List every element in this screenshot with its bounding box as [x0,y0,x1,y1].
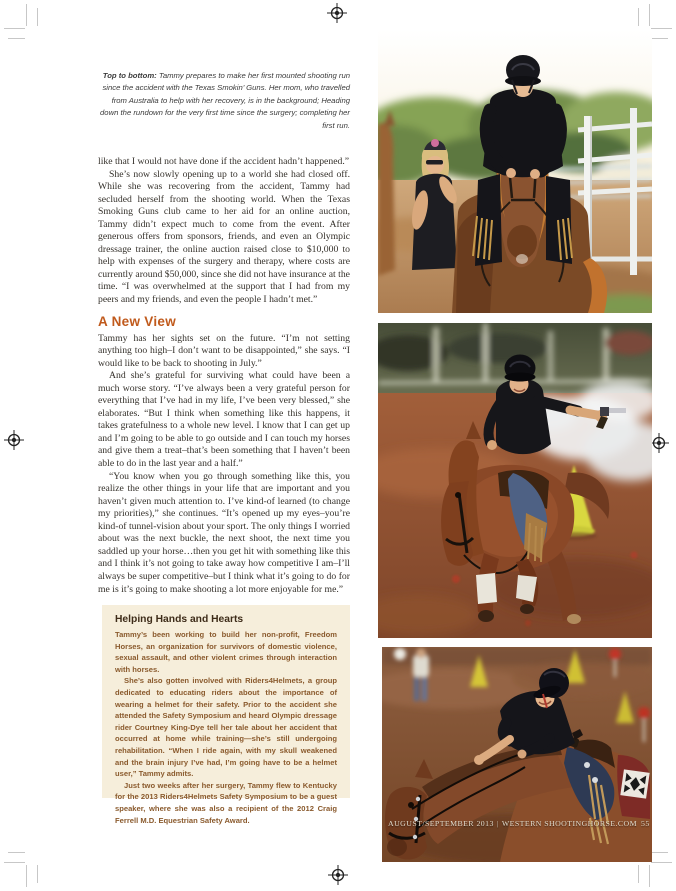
footer-separator: | [496,819,499,828]
section-heading: A New View [98,313,177,329]
photo-rider-shooting [378,323,652,638]
photo-rider-rundown [382,647,652,862]
sidebar-paragraph: She’s also gotten involved with Riders4Helmets, a group dedicated to educating riders about the importance of wearing a helmet for their safety. Prior to the accident she attended the Safety Symposium and heard Olympic dressage rider Courtney King-Dye tell her tale about her accident that occurred at home while training—she’s still undergoing rehabilitation. “When I ride again, with my skull weakened and the brain injury I’ve had, I’m going have to be a helmet user,” Tammy admits. [115,676,337,779]
article-paragraph: She’s now slowly opening up to a world she had closed off. While she was recovering from the accident, Tammy had secluded herself from the shooting world. When the Texas Smoking Guns club came to her aid for an online auction, Tammy didn’t expect much to come from the event. After generous offers from sponsors, friends, and even an Olympic dressage trainer, the online auction raised close to $10,000 to help with expenses of the surgery and therapy, where costs are currently around $50,000, since she did not have insurance at the time. “I was overwhelmed at the support that I had from my peers and my friends, and even the people I hadn’t met.” [98,168,350,306]
caption-lead: Top to bottom: [102,71,157,80]
article-paragraph: And she’s grateful for surviving what could have been a much worse story. “I’ve always been a very grateful person for everything that I’ve had in my life, I’ve been very blessed,” she elaborates. “But I think when something like this happens, it takes gratefulness to a whole new level. I know that I can get up and I’m going to be able to go outside and I can touch my horses and give them a treat–that’s been something that I haven’t been able to do in the last year and a half.” [98,370,350,470]
sidebar-title: Helping Hands and Hearts [115,614,244,625]
caption-text: Tammy prepares to make her first mounted shooting run since the accident with the Texas Smokin’ Guns. Her mom, who travelled from Australia to help with her recovery, is in the background; Heading down the rundown for the very first time since the surgery; completing her first run. [100,71,350,130]
footer-issue: AUGUST/SEPTEMBER 2013 [388,819,494,828]
article-paragraph: “You know when you go through something like this, you realize the other things in your life that are important and you haven’t given much attention to. I’ve kind-of learned (to change my priorities),” she continues. “It’s opened up my eyes–you’re kind-of tunnel-vision about your sport. The only things I worried about was the next buckle, the next shoot, the next time you saddled up your horse…then you get hit with something like this and I think it’s not going to take away how competitive I am–I’ll always be super competitive–but I think what it’s going to do for me is it’s going to make shooting a lot more enjoyable for me.” [98,470,350,595]
footer-page-number: 55 [641,819,650,828]
sidebar-helping-hands [102,605,350,825]
page-footer [388,819,650,828]
article-paragraph: like that I would not have done if the accident hadn’t happened.” [98,156,350,167]
article-paragraph: Tammy has her sights set on the future. “I’m not setting anything too high–I don’t want to be disappointed,” she says. “I would like to be back to shooting in July.” [98,332,350,369]
sidebar-paragraph: Just two weeks after her surgery, Tammy flew to Kentucky for the 2013 Riders4Helmets Safety Symposium to be a guest speaker, where she was also a recipient of the 2012 Craig Ferrell M.D. Equestrian Safety Award. [115,780,337,825]
footer-site: WESTERN SHOOTINGHORSE.COM [501,819,637,828]
photo-rider-prepares [378,30,652,313]
photo-caption [100,70,350,132]
article-body [98,156,350,596]
sidebar-paragraph: Tammy’s been working to build her non-profit, Freedom Horses, an organization for survivors of domestic violence, sexual assault, and other violent crimes through interaction with horses. [115,630,337,674]
